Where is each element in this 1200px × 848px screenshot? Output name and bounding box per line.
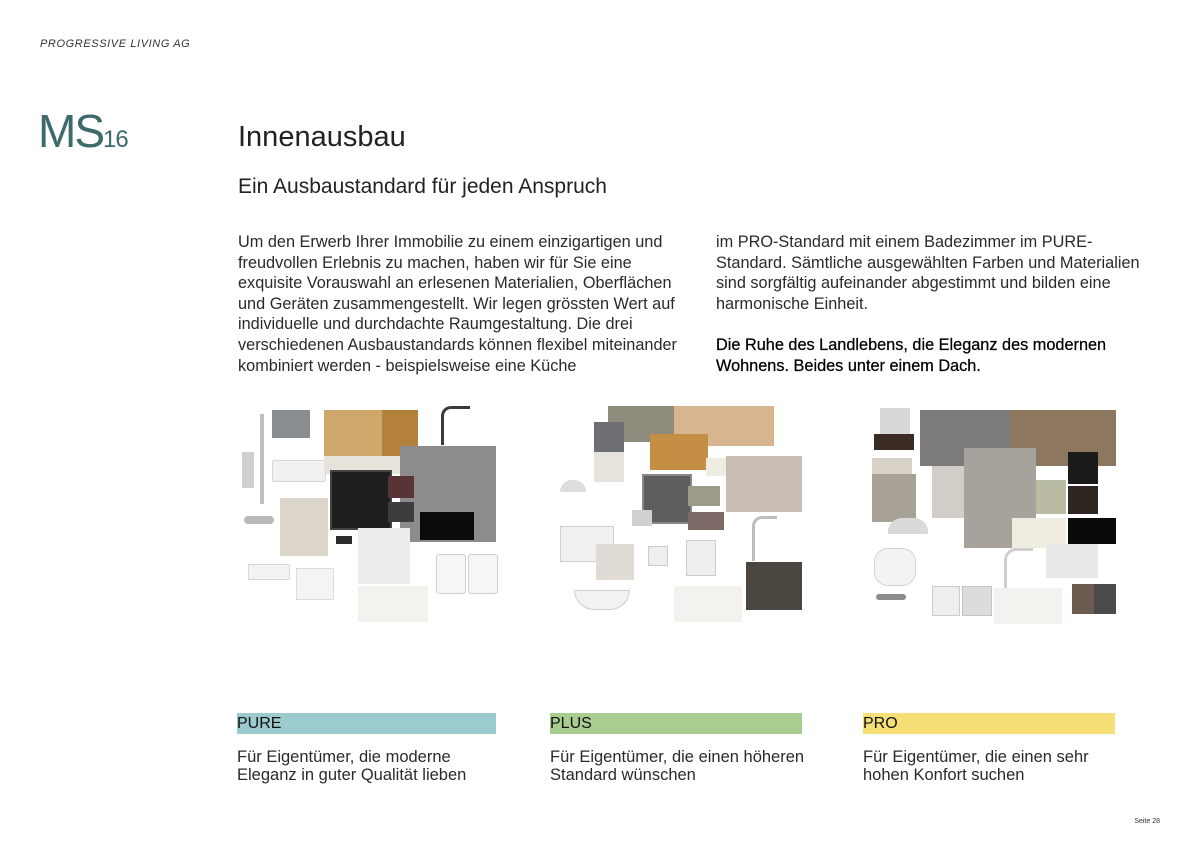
cooktop-photo [420,512,474,540]
tile-photo [880,408,910,434]
standard-plus-description: Für Eigentümer, die einen höheren Standard wünschen [550,748,805,784]
slate-swatch [594,422,624,454]
moodboard-pure [236,400,506,630]
company-name: PROGRESSIVE LIVING AG [40,38,191,50]
body-text-highlight: Die Ruhe des Landlebens, die Eleganz des modernen Wohnens. Beides unter einem Dach. [716,335,1107,375]
logo-main: MS [38,105,103,157]
kitchen-faucet-icon [441,406,470,445]
faucet-photo [632,510,652,526]
logo-sub: 16 [103,126,128,153]
spotlight-photo [962,586,992,616]
tile-swatch [280,498,328,556]
induction-hob-photo [1068,518,1116,544]
rain-shower-photo [560,480,586,492]
beige-tile-swatch [596,544,634,580]
washer-photo [1094,584,1116,614]
white-swatch [994,588,1062,624]
oven-photo [330,470,392,530]
lamp-photo [686,540,716,576]
oak-swatch [650,434,708,470]
bathtub-photo [272,460,326,482]
maroon-swatch [388,476,414,498]
light-tile-swatch [594,452,624,482]
coffee-machine-photo [1068,486,1098,514]
wall-fitting-photo [242,452,254,488]
standard-pro-label: PRO [863,715,898,732]
standard-pure-description: Für Eigentümer, die moderne Eleganz in guter Qualität lieben [237,748,467,784]
kitchen-marble-photo [726,456,802,512]
travertine-swatch [872,474,916,522]
bathtub-photo [874,548,916,586]
shower-rail-photo [260,414,264,504]
moodboard-plus [556,400,826,630]
white-swatch [358,586,428,622]
cabinet-photo [1046,544,1098,578]
standard-pro-band [863,713,1115,734]
shower-head-photo [272,410,310,438]
body-text-column-1: Um den Erwerb Ihrer Immobilie zu einem einzigartigen und freudvollen Erlebnis zu machen, haben wir für Sie eine exquisite Vorauswahl an erlesenen Materialien, Oberflächen und Geräten zusammengestellt. Wir legen grössten Wert auf individuelle und durchdachte Raumgestaltung. Die drei verschiedenen Ausbaustandards können flexibel miteinander kombiniert werden - beispielsweise eine Küche [238,233,677,375]
white-swatch [674,586,742,622]
taupe-swatch [688,486,720,506]
pendant-lamp-photo [358,528,410,584]
kitchen-faucet-icon [752,516,777,561]
page-subtitle: Ein Ausbaustandard für jeden Anspruch [238,175,607,198]
kitchen-faucet-icon [1004,548,1033,591]
sage-swatch [1036,480,1066,514]
bath-spout-photo [876,594,906,600]
dryer-photo [468,554,498,594]
standard-pro-description: Für Eigentümer, die einen sehr hohen Konfort suchen [863,748,1089,784]
anthracite-swatch [388,502,414,522]
standard-pure-label: PURE [237,715,282,732]
switch-photo [648,546,668,566]
shower-head-photo [888,518,928,534]
washer-dryer-photo [746,562,802,610]
sink-photo [248,564,290,580]
dark-wood-swatch [874,434,914,450]
bathtub-photo [574,590,630,610]
moodboard-pro [868,400,1138,630]
standard-pure-band [237,713,496,734]
page-title: Innenausbau [238,121,406,153]
oven-photo [1068,452,1098,484]
washer-photo [436,554,466,594]
body-text-column-2-text: im PRO-Standard mit einem Badezimmer im PURE-Standard. Sämtliche ausgewählten Farben und Materialien sind sorgfältig aufeinander abgestimmt und bilden eine harmonische Einheit. [716,233,1140,313]
page-number: Seite 28 [1134,818,1160,825]
switch-photo [932,586,960,616]
project-logo [38,105,128,157]
stone-slab-swatch [872,458,912,474]
body-text-column-2 [716,232,1161,376]
standard-plus-label: PLUS [550,715,592,732]
bath-spout-photo [244,516,274,524]
bath-accessory-photo [1072,584,1094,614]
mauve-swatch [688,512,724,530]
switch-photo [336,536,352,544]
standard-plus-band [550,713,802,734]
vanity-photo [296,568,334,600]
oak-wood-swatch [324,410,382,456]
